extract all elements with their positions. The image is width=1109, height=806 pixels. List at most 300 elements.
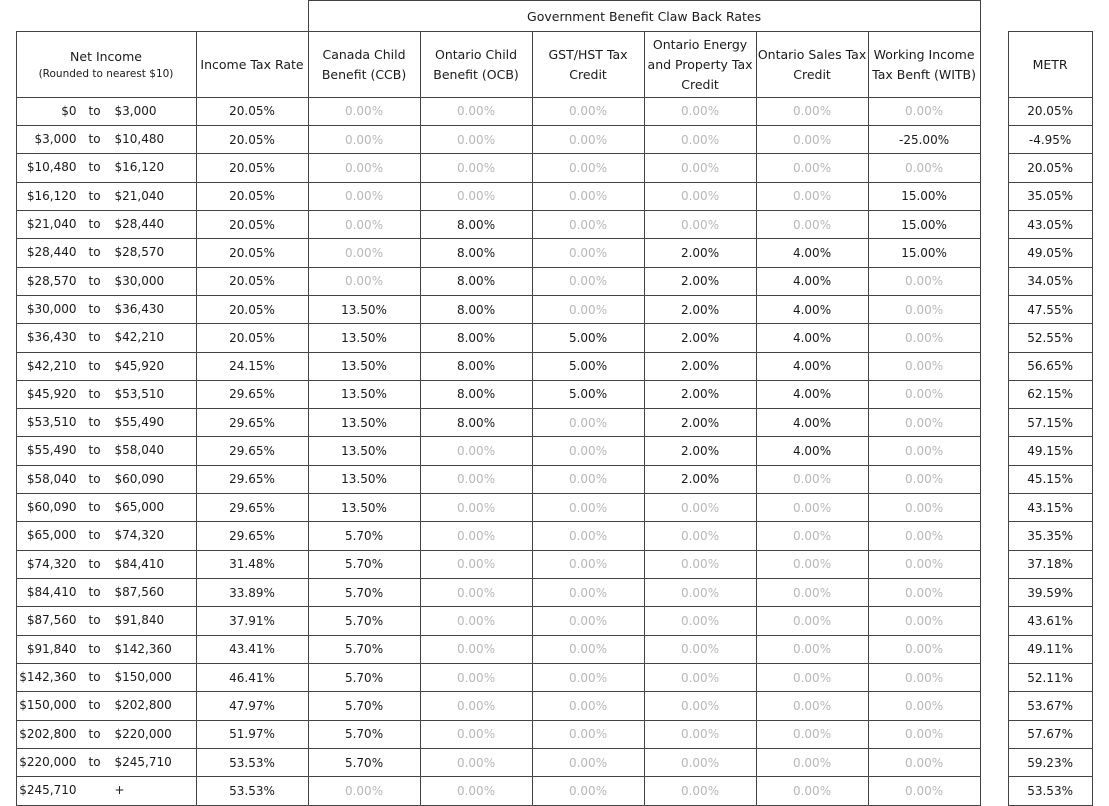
ocb-cell: 0.00% bbox=[420, 664, 532, 692]
income-tax-rate-cell: 20.05% bbox=[196, 210, 308, 238]
income-range-high: $28,440 bbox=[114, 216, 165, 231]
income-range-separator: to bbox=[88, 415, 101, 430]
gst-hst-cell: 0.00% bbox=[532, 295, 644, 323]
income-tax-rate-cell: 20.05% bbox=[196, 182, 308, 210]
ostc-cell: 0.00% bbox=[756, 522, 868, 550]
gst-hst-cell: 0.00% bbox=[532, 777, 644, 806]
net-income-cell bbox=[16, 97, 196, 125]
income-range-low: $36,430 bbox=[26, 330, 77, 345]
ocb-cell: 0.00% bbox=[420, 777, 532, 806]
table-row bbox=[0, 550, 1109, 578]
witb-cell: 0.00% bbox=[868, 409, 980, 437]
metr-cell: 56.65% bbox=[1008, 352, 1092, 380]
table-row bbox=[0, 409, 1109, 437]
ocb-cell: 8.00% bbox=[420, 409, 532, 437]
metr-cell: 49.11% bbox=[1008, 635, 1092, 663]
gst-hst-cell: 0.00% bbox=[532, 465, 644, 493]
oeptc-cell: 2.00% bbox=[644, 380, 756, 408]
income-range-low: $42,210 bbox=[26, 358, 77, 373]
income-range-separator: to bbox=[88, 500, 101, 515]
gst-hst-cell: 0.00% bbox=[532, 494, 644, 522]
net-income-cell bbox=[16, 437, 196, 465]
ostc-cell: 0.00% bbox=[756, 182, 868, 210]
income-range-low: $150,000 bbox=[19, 698, 77, 713]
income-tax-rate-cell: 47.97% bbox=[196, 692, 308, 720]
income-range-high: $60,090 bbox=[114, 471, 165, 486]
metr-cell: 37.18% bbox=[1008, 550, 1092, 578]
income-range-low: $245,710 bbox=[19, 783, 77, 798]
income-range-low: $30,000 bbox=[26, 301, 77, 316]
income-range-high: $42,210 bbox=[114, 330, 165, 345]
income-tax-rate-cell: 20.05% bbox=[196, 97, 308, 125]
oeptc-cell: 2.00% bbox=[644, 352, 756, 380]
ostc-cell: 0.00% bbox=[756, 465, 868, 493]
income-range-high: $30,000 bbox=[114, 273, 165, 288]
ocb-cell: 0.00% bbox=[420, 749, 532, 777]
net-income-cell bbox=[16, 154, 196, 182]
table-row bbox=[0, 777, 1109, 806]
gst-hst-cell: 0.00% bbox=[532, 125, 644, 153]
header-oeptc: Ontario Energy and Property Tax Credit bbox=[644, 32, 756, 97]
metr-cell: 35.35% bbox=[1008, 522, 1092, 550]
gst-hst-cell: 0.00% bbox=[532, 635, 644, 663]
ocb-cell: 0.00% bbox=[420, 692, 532, 720]
ccb-cell: 0.00% bbox=[308, 267, 420, 295]
witb-cell: 0.00% bbox=[868, 465, 980, 493]
witb-cell: 0.00% bbox=[868, 437, 980, 465]
income-range-high: $28,570 bbox=[114, 245, 165, 260]
gst-hst-cell: 0.00% bbox=[532, 182, 644, 210]
ocb-cell: 0.00% bbox=[420, 635, 532, 663]
income-range-low: $60,090 bbox=[26, 500, 77, 515]
net-income-cell bbox=[16, 182, 196, 210]
ccb-cell: 13.50% bbox=[308, 409, 420, 437]
metr-cell: 20.05% bbox=[1008, 154, 1092, 182]
ostc-cell: 4.00% bbox=[756, 437, 868, 465]
income-range-low: $21,040 bbox=[26, 216, 77, 231]
gst-hst-cell: 0.00% bbox=[532, 239, 644, 267]
income-range-separator: to bbox=[88, 755, 101, 770]
ocb-cell: 0.00% bbox=[420, 550, 532, 578]
income-range-separator: to bbox=[88, 131, 101, 146]
income-range-high: $36,430 bbox=[114, 301, 165, 316]
witb-cell: 0.00% bbox=[868, 579, 980, 607]
income-tax-rate-cell: 20.05% bbox=[196, 324, 308, 352]
ccb-cell: 5.70% bbox=[308, 692, 420, 720]
oeptc-cell: 2.00% bbox=[644, 409, 756, 437]
witb-cell: 0.00% bbox=[868, 97, 980, 125]
gst-hst-cell: 5.00% bbox=[532, 324, 644, 352]
group-header-row bbox=[0, 1, 1109, 32]
metr-cell: 39.59% bbox=[1008, 579, 1092, 607]
oeptc-cell: 2.00% bbox=[644, 437, 756, 465]
income-tax-rate-cell: 37.91% bbox=[196, 607, 308, 635]
oeptc-cell: 2.00% bbox=[644, 465, 756, 493]
income-range-low: $10,480 bbox=[26, 160, 77, 175]
income-range-high: $3,000 bbox=[114, 103, 157, 118]
table-row bbox=[0, 324, 1109, 352]
income-range-separator: + bbox=[114, 783, 125, 798]
net-income-cell bbox=[16, 494, 196, 522]
income-tax-rate-cell: 29.65% bbox=[196, 522, 308, 550]
table-row bbox=[0, 97, 1109, 125]
income-range-separator: to bbox=[88, 443, 101, 458]
ostc-cell: 0.00% bbox=[756, 97, 868, 125]
metr-cell: 43.61% bbox=[1008, 607, 1092, 635]
metr-cell: 20.05% bbox=[1008, 97, 1092, 125]
oeptc-cell: 0.00% bbox=[644, 749, 756, 777]
income-range-high: $74,320 bbox=[114, 528, 165, 543]
income-tax-rate-cell: 33.89% bbox=[196, 579, 308, 607]
gst-hst-cell: 0.00% bbox=[532, 720, 644, 748]
table-row bbox=[0, 352, 1109, 380]
gst-hst-cell: 5.00% bbox=[532, 380, 644, 408]
income-tax-rate-cell: 29.65% bbox=[196, 494, 308, 522]
oeptc-cell: 2.00% bbox=[644, 295, 756, 323]
ccb-cell: 0.00% bbox=[308, 97, 420, 125]
income-range-high: $21,040 bbox=[114, 188, 165, 203]
ostc-cell: 4.00% bbox=[756, 267, 868, 295]
header-witb: Working Income Tax Benft (WITB) bbox=[868, 32, 980, 97]
ostc-cell: 0.00% bbox=[756, 550, 868, 578]
ccb-cell: 13.50% bbox=[308, 465, 420, 493]
metr-cell: 62.15% bbox=[1008, 380, 1092, 408]
income-range-low: $74,320 bbox=[26, 556, 77, 571]
ccb-cell: 0.00% bbox=[308, 182, 420, 210]
witb-cell: 0.00% bbox=[868, 324, 980, 352]
header-income-tax-rate: Income Tax Rate bbox=[196, 32, 308, 97]
ocb-cell: 0.00% bbox=[420, 494, 532, 522]
income-range-low: $220,000 bbox=[19, 755, 77, 770]
net-income-cell bbox=[16, 409, 196, 437]
table-row bbox=[0, 295, 1109, 323]
ostc-cell: 0.00% bbox=[756, 579, 868, 607]
income-range-low: $55,490 bbox=[26, 443, 77, 458]
ostc-cell: 0.00% bbox=[756, 692, 868, 720]
table-row bbox=[0, 154, 1109, 182]
table-row bbox=[0, 664, 1109, 692]
ostc-cell: 0.00% bbox=[756, 494, 868, 522]
ccb-cell: 13.50% bbox=[308, 437, 420, 465]
net-income-cell bbox=[16, 210, 196, 238]
ocb-cell: 0.00% bbox=[420, 437, 532, 465]
oeptc-cell: 0.00% bbox=[644, 494, 756, 522]
witb-cell: 0.00% bbox=[868, 380, 980, 408]
income-range-separator: to bbox=[88, 330, 101, 345]
ocb-cell: 8.00% bbox=[420, 239, 532, 267]
oeptc-cell: 2.00% bbox=[644, 239, 756, 267]
table-row bbox=[0, 494, 1109, 522]
oeptc-cell: 0.00% bbox=[644, 97, 756, 125]
ccb-cell: 13.50% bbox=[308, 380, 420, 408]
income-range-high: $55,490 bbox=[114, 415, 165, 430]
income-range-low: $28,570 bbox=[26, 273, 77, 288]
table-row bbox=[0, 437, 1109, 465]
ostc-cell: 4.00% bbox=[756, 239, 868, 267]
metr-cell: 49.05% bbox=[1008, 239, 1092, 267]
income-tax-rate-cell: 51.97% bbox=[196, 720, 308, 748]
oeptc-cell: 0.00% bbox=[644, 550, 756, 578]
income-range-low: $58,040 bbox=[26, 471, 77, 486]
metr-cell: -4.95% bbox=[1008, 125, 1092, 153]
income-range-separator: to bbox=[88, 273, 101, 288]
income-range-high: $91,840 bbox=[114, 613, 165, 628]
income-tax-rate-cell: 24.15% bbox=[196, 352, 308, 380]
header-metr: METR bbox=[1008, 32, 1092, 97]
oeptc-cell: 0.00% bbox=[644, 664, 756, 692]
income-tax-rate-cell: 20.05% bbox=[196, 267, 308, 295]
metr-cell: 57.67% bbox=[1008, 720, 1092, 748]
ccb-cell: 5.70% bbox=[308, 749, 420, 777]
table-row bbox=[0, 465, 1109, 493]
ocb-cell: 0.00% bbox=[420, 125, 532, 153]
net-income-cell bbox=[16, 352, 196, 380]
income-range-low: $53,510 bbox=[26, 415, 77, 430]
header-net-income: Net Income (Rounded to nearest $10) bbox=[16, 32, 196, 97]
witb-cell: 0.00% bbox=[868, 154, 980, 182]
metr-cell: 49.15% bbox=[1008, 437, 1092, 465]
oeptc-cell: 0.00% bbox=[644, 579, 756, 607]
table-row bbox=[0, 749, 1109, 777]
income-range-separator: to bbox=[88, 726, 101, 741]
witb-cell: 0.00% bbox=[868, 664, 980, 692]
witb-cell: 0.00% bbox=[868, 749, 980, 777]
ostc-cell: 4.00% bbox=[756, 295, 868, 323]
gst-hst-cell: 0.00% bbox=[532, 437, 644, 465]
metr-cell: 47.55% bbox=[1008, 295, 1092, 323]
metr-cell: 57.15% bbox=[1008, 409, 1092, 437]
income-range-low: $87,560 bbox=[26, 613, 77, 628]
witb-cell: 0.00% bbox=[868, 692, 980, 720]
income-tax-rate-cell: 29.65% bbox=[196, 437, 308, 465]
ocb-cell: 8.00% bbox=[420, 352, 532, 380]
ocb-cell: 8.00% bbox=[420, 324, 532, 352]
ostc-cell: 0.00% bbox=[756, 635, 868, 663]
net-income-cell bbox=[16, 635, 196, 663]
table-row bbox=[0, 522, 1109, 550]
metr-cell: 53.67% bbox=[1008, 692, 1092, 720]
table-row bbox=[0, 267, 1109, 295]
income-range-separator: to bbox=[88, 301, 101, 316]
oeptc-cell: 0.00% bbox=[644, 154, 756, 182]
metr-cell: 34.05% bbox=[1008, 267, 1092, 295]
income-tax-rate-cell: 31.48% bbox=[196, 550, 308, 578]
net-income-cell bbox=[16, 664, 196, 692]
income-range-separator: to bbox=[88, 216, 101, 231]
ccb-cell: 13.50% bbox=[308, 295, 420, 323]
oeptc-cell: 0.00% bbox=[644, 125, 756, 153]
income-range-separator: to bbox=[88, 188, 101, 203]
metr-cell: 45.15% bbox=[1008, 465, 1092, 493]
ocb-cell: 8.00% bbox=[420, 295, 532, 323]
ocb-cell: 0.00% bbox=[420, 579, 532, 607]
witb-cell: 0.00% bbox=[868, 494, 980, 522]
net-income-cell bbox=[16, 749, 196, 777]
income-range-high: $87,560 bbox=[114, 585, 165, 600]
ostc-cell: 4.00% bbox=[756, 380, 868, 408]
income-range-high: $150,000 bbox=[114, 670, 172, 685]
table-row bbox=[0, 380, 1109, 408]
ocb-cell: 8.00% bbox=[420, 380, 532, 408]
income-range-separator: to bbox=[88, 386, 101, 401]
witb-cell: 15.00% bbox=[868, 182, 980, 210]
witb-cell: 0.00% bbox=[868, 777, 980, 806]
income-range-low: $84,410 bbox=[26, 585, 77, 600]
income-range-high: $84,410 bbox=[114, 556, 165, 571]
witb-cell: 15.00% bbox=[868, 239, 980, 267]
gst-hst-cell: 0.00% bbox=[532, 692, 644, 720]
ostc-cell: 4.00% bbox=[756, 409, 868, 437]
table-row bbox=[0, 720, 1109, 748]
ccb-cell: 5.70% bbox=[308, 522, 420, 550]
income-range-low: $202,800 bbox=[19, 726, 77, 741]
net-income-cell bbox=[16, 267, 196, 295]
net-income-cell bbox=[16, 522, 196, 550]
net-income-cell bbox=[16, 239, 196, 267]
net-income-cell bbox=[16, 720, 196, 748]
gst-hst-cell: 0.00% bbox=[532, 154, 644, 182]
income-range-high: $45,920 bbox=[114, 358, 165, 373]
oeptc-cell: 2.00% bbox=[644, 324, 756, 352]
metr-cell: 59.23% bbox=[1008, 749, 1092, 777]
gst-hst-cell: 0.00% bbox=[532, 97, 644, 125]
oeptc-cell: 0.00% bbox=[644, 210, 756, 238]
metr-cell: 53.53% bbox=[1008, 777, 1092, 806]
gst-hst-cell: 0.00% bbox=[532, 210, 644, 238]
header-ocb: Ontario Child Benefit (OCB) bbox=[420, 32, 532, 97]
metr-cell: 35.05% bbox=[1008, 182, 1092, 210]
income-range-low: $3,000 bbox=[34, 131, 77, 146]
oeptc-cell: 0.00% bbox=[644, 522, 756, 550]
income-range-high: $10,480 bbox=[114, 131, 165, 146]
witb-cell: 0.00% bbox=[868, 635, 980, 663]
income-range-low: $91,840 bbox=[26, 641, 77, 656]
income-range-separator: to bbox=[88, 698, 101, 713]
income-range-high: $220,000 bbox=[114, 726, 172, 741]
ocb-cell: 0.00% bbox=[420, 154, 532, 182]
ccb-cell: 5.70% bbox=[308, 635, 420, 663]
income-range-low: $0 bbox=[61, 103, 77, 118]
ocb-cell: 0.00% bbox=[420, 720, 532, 748]
oeptc-cell: 2.00% bbox=[644, 267, 756, 295]
income-range-separator: to bbox=[88, 245, 101, 260]
oeptc-cell: 0.00% bbox=[644, 777, 756, 806]
income-range-separator: to bbox=[88, 160, 101, 175]
gst-hst-cell: 0.00% bbox=[532, 579, 644, 607]
income-range-separator: to bbox=[88, 528, 101, 543]
net-income-cell bbox=[16, 550, 196, 578]
income-tax-rate-cell: 29.65% bbox=[196, 465, 308, 493]
header-ccb: Canada Child Benefit (CCB) bbox=[308, 32, 420, 97]
ccb-cell: 5.70% bbox=[308, 550, 420, 578]
oeptc-cell: 0.00% bbox=[644, 720, 756, 748]
income-range-low: $142,360 bbox=[19, 670, 77, 685]
ostc-cell: 0.00% bbox=[756, 154, 868, 182]
income-range-high: $58,040 bbox=[114, 443, 165, 458]
ccb-cell: 0.00% bbox=[308, 125, 420, 153]
ocb-cell: 0.00% bbox=[420, 465, 532, 493]
income-tax-rate-cell: 53.53% bbox=[196, 777, 308, 806]
gst-hst-cell: 0.00% bbox=[532, 749, 644, 777]
income-tax-rate-cell: 46.41% bbox=[196, 664, 308, 692]
ostc-cell: 0.00% bbox=[756, 607, 868, 635]
header-ostc: Ontario Sales Tax Credit bbox=[756, 32, 868, 97]
ostc-cell: 0.00% bbox=[756, 125, 868, 153]
net-income-cell bbox=[16, 579, 196, 607]
table-row bbox=[0, 635, 1109, 663]
income-range-high: $16,120 bbox=[114, 160, 165, 175]
gst-hst-cell: 0.00% bbox=[532, 522, 644, 550]
income-range-high: $53,510 bbox=[114, 386, 165, 401]
ostc-cell: 4.00% bbox=[756, 324, 868, 352]
income-range-separator: to bbox=[88, 556, 101, 571]
income-tax-rate-cell: 43.41% bbox=[196, 635, 308, 663]
income-range-high: $65,000 bbox=[114, 500, 165, 515]
oeptc-cell: 0.00% bbox=[644, 607, 756, 635]
ccb-cell: 0.00% bbox=[308, 777, 420, 806]
witb-cell: 0.00% bbox=[868, 295, 980, 323]
ccb-cell: 5.70% bbox=[308, 579, 420, 607]
income-tax-rate-cell: 29.65% bbox=[196, 380, 308, 408]
ostc-cell: 0.00% bbox=[756, 720, 868, 748]
ccb-cell: 5.70% bbox=[308, 664, 420, 692]
ccb-cell: 5.70% bbox=[308, 607, 420, 635]
witb-cell: 0.00% bbox=[868, 522, 980, 550]
column-header-row bbox=[0, 32, 1109, 97]
net-income-cell bbox=[16, 465, 196, 493]
table-row bbox=[0, 182, 1109, 210]
witb-cell: 0.00% bbox=[868, 550, 980, 578]
income-tax-rate-cell: 20.05% bbox=[196, 125, 308, 153]
table-row bbox=[0, 239, 1109, 267]
income-range-separator: to bbox=[88, 585, 101, 600]
income-range-high: $245,710 bbox=[114, 755, 172, 770]
net-income-cell bbox=[16, 380, 196, 408]
witb-cell: 0.00% bbox=[868, 267, 980, 295]
ccb-cell: 0.00% bbox=[308, 154, 420, 182]
gst-hst-cell: 0.00% bbox=[532, 550, 644, 578]
table-row bbox=[0, 607, 1109, 635]
income-tax-rate-cell: 29.65% bbox=[196, 409, 308, 437]
income-range-separator: to bbox=[88, 358, 101, 373]
ocb-cell: 8.00% bbox=[420, 210, 532, 238]
ccb-cell: 13.50% bbox=[308, 352, 420, 380]
oeptc-cell: 0.00% bbox=[644, 635, 756, 663]
ccb-cell: 0.00% bbox=[308, 239, 420, 267]
ostc-cell: 4.00% bbox=[756, 352, 868, 380]
ostc-cell: 0.00% bbox=[756, 210, 868, 238]
ocb-cell: 8.00% bbox=[420, 267, 532, 295]
witb-cell: 0.00% bbox=[868, 720, 980, 748]
gst-hst-cell: 0.00% bbox=[532, 409, 644, 437]
ccb-cell: 0.00% bbox=[308, 210, 420, 238]
gst-hst-cell: 0.00% bbox=[532, 607, 644, 635]
income-range-low: $16,120 bbox=[26, 188, 77, 203]
table-row bbox=[0, 125, 1109, 153]
witb-cell: -25.00% bbox=[868, 125, 980, 153]
gst-hst-cell: 5.00% bbox=[532, 352, 644, 380]
income-tax-rate-cell: 20.05% bbox=[196, 154, 308, 182]
net-income-cell bbox=[16, 295, 196, 323]
table-row bbox=[0, 210, 1109, 238]
table-row bbox=[0, 579, 1109, 607]
income-range-separator: to bbox=[88, 613, 101, 628]
metr-cell: 52.11% bbox=[1008, 664, 1092, 692]
income-tax-rate-cell: 53.53% bbox=[196, 749, 308, 777]
net-income-cell bbox=[16, 607, 196, 635]
ccb-cell: 5.70% bbox=[308, 720, 420, 748]
metr-cell: 52.55% bbox=[1008, 324, 1092, 352]
